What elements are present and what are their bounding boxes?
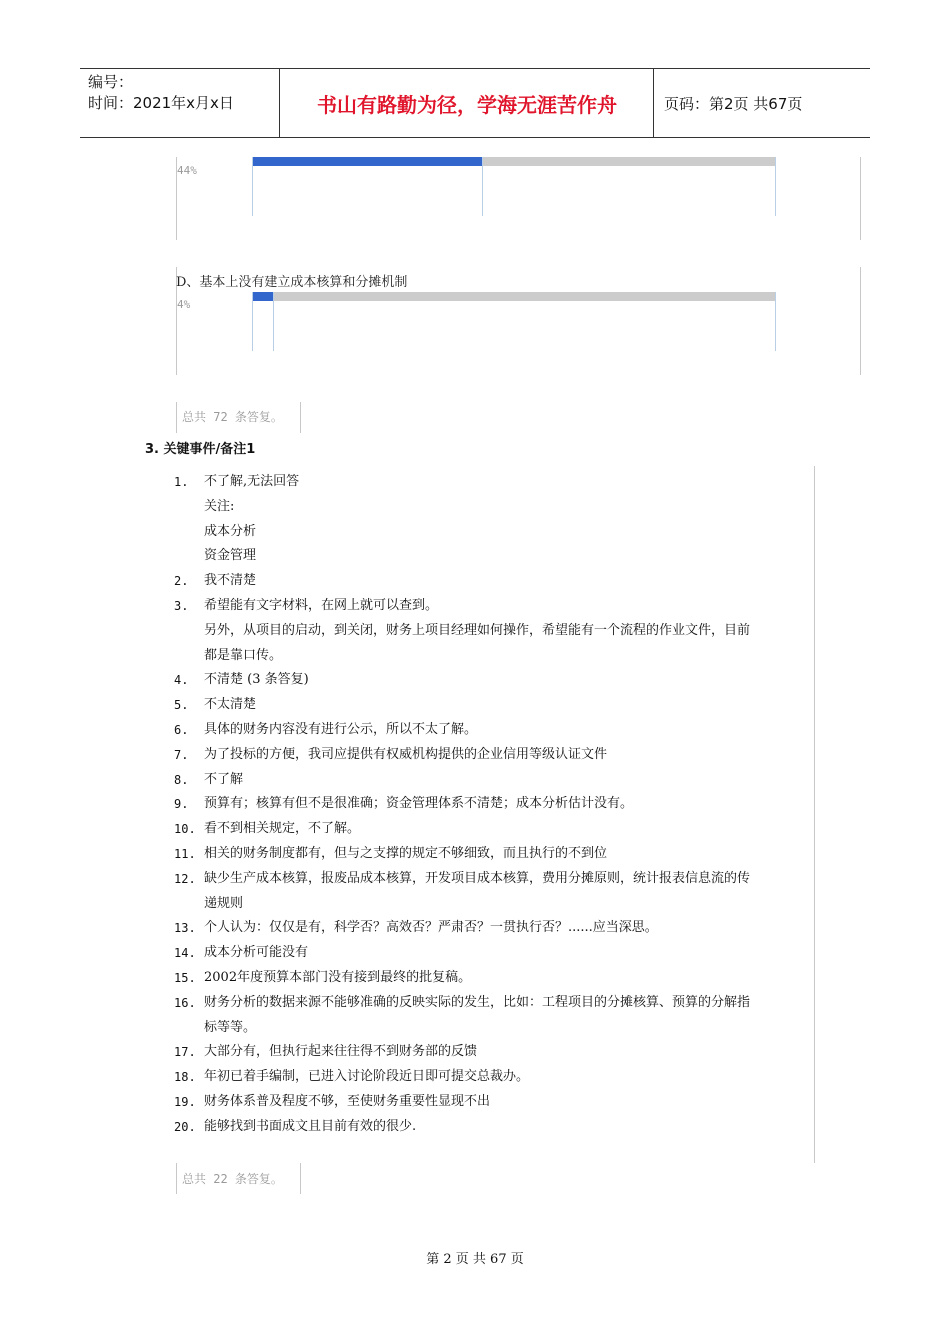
list-item-text: 具体的财务内容没有进行公示，所以不太了解。 <box>204 721 478 737</box>
list-item-number: 20. <box>174 1119 196 1134</box>
list-item-text: 为了投标的方便，我司应提供有权威机构提供的企业信用等级认证文件 <box>204 746 608 762</box>
list-item <box>174 867 814 917</box>
list-item <box>174 842 814 867</box>
list-item-number: 8. <box>174 772 189 787</box>
list-item-text: 递规则 <box>204 895 244 911</box>
bar-option-label: D、基本上没有建立成本核算和分摊机制 <box>176 275 408 290</box>
list-item-text: 不太清楚 <box>204 697 257 713</box>
total-right-border <box>300 1163 301 1194</box>
list-item-number: 11. <box>174 846 196 861</box>
list-item-text: 个人认为：仅仅是有，科学否？高效否？严肃否？一贯执行否？......应当深思。 <box>204 920 658 936</box>
list-item <box>174 1040 814 1065</box>
list-item-text: 看不到相关规定，不了解。 <box>204 821 361 837</box>
list-item <box>174 470 814 569</box>
list-item-text: 财务分析的数据来源不能够准确的反映实际的发生，比如：工程项目的分摊核算、预算的分解指 <box>204 994 751 1010</box>
list-item <box>174 768 814 793</box>
list-item <box>174 792 814 817</box>
total-left-border <box>176 1163 177 1194</box>
list-item <box>174 594 814 668</box>
list-right-border <box>814 466 815 1163</box>
list-item <box>174 991 814 1041</box>
header-page-info: 页码：第2页 共67页 <box>664 94 803 113</box>
list-item <box>174 817 814 842</box>
header-meta <box>80 69 280 137</box>
bar-fill <box>252 157 482 166</box>
list-item-number: 9. <box>174 797 189 812</box>
list-item-text: 预算有；核算有但不是很准确；资金管理体系不清楚；成本分析估计没有。 <box>204 796 634 812</box>
list-item <box>174 1115 814 1140</box>
total-right-border <box>300 402 301 433</box>
bar-fill <box>252 292 273 301</box>
comment-list <box>174 470 814 1140</box>
bar-track <box>252 292 775 301</box>
bar-axis-start <box>252 292 253 351</box>
comments-total: 总共 22 条答复。 <box>182 1172 283 1186</box>
bar-value-marker <box>482 157 483 216</box>
time-label: 时间：2021年x月x日 <box>88 94 234 112</box>
list-item-text: 另外，从项目的启动，到关闭，财务上项目经理如何操作，希望能有一个流程的作业文件，目前 <box>204 622 751 638</box>
bar-block-right-border <box>860 267 861 375</box>
page-footer: 第 2 页 共 67 页 <box>426 1252 524 1267</box>
bar-track <box>252 157 775 166</box>
list-item <box>174 743 814 768</box>
list-item-text: 成本分析 <box>204 523 257 539</box>
total-left-border <box>176 402 177 433</box>
bar-axis-end <box>775 292 776 351</box>
list-item <box>174 941 814 966</box>
list-item-text: 关注: <box>204 498 235 514</box>
list-item-text: 不了解,无法回答 <box>204 474 300 489</box>
list-item-text: 不了解 <box>204 771 244 787</box>
list-item-number: 16. <box>174 995 196 1010</box>
list-item-number: 6. <box>174 722 189 737</box>
list-item-text: 缺少生产成本核算，报废品成本核算，开发项目成本核算，费用分摊原则，统计报表信息流的传 <box>204 870 751 886</box>
list-item-number: 19. <box>174 1094 196 1109</box>
list-item-text: 不清楚 (3 条答复) <box>204 672 309 688</box>
list-item-number: 4. <box>174 673 189 688</box>
bar-block-right-border <box>860 157 861 240</box>
list-item <box>174 1090 814 1115</box>
list-item <box>174 916 814 941</box>
list-item-text: 我不清楚 <box>204 573 257 589</box>
header-motto: 书山有路勤为径，学海无涯苦作舟 <box>281 69 654 137</box>
list-item <box>174 693 814 718</box>
bar-axis-end <box>775 157 776 216</box>
list-item <box>174 718 814 743</box>
list-item-number: 1. <box>174 475 189 489</box>
list-item-text: 能够找到书面成文且目前有效的很少. <box>204 1118 417 1134</box>
bar-axis-start <box>252 157 253 216</box>
list-item-number: 15. <box>174 970 196 985</box>
survey-total: 总共 72 条答复。 <box>182 410 283 424</box>
list-item-text: 2002年度预算本部门没有接到最终的批复稿。 <box>204 969 472 985</box>
list-item-number: 13. <box>174 921 196 936</box>
list-item-text: 成本分析可能没有 <box>204 945 309 961</box>
list-item-number: 5. <box>174 698 189 713</box>
list-item <box>174 1065 814 1090</box>
list-item-number: 12. <box>174 871 196 886</box>
list-item-text: 财务体系普及程度不够，至使财务重要性显现不出 <box>204 1093 491 1109</box>
list-item-number: 17. <box>174 1045 196 1060</box>
list-item-text: 都是靠口传。 <box>204 647 283 663</box>
bar-percent: 44% <box>177 164 197 177</box>
list-item-number: 10. <box>174 822 196 837</box>
page-header <box>80 68 870 138</box>
list-item-number: 14. <box>174 946 196 961</box>
list-item-text: 年初已着手编制，已进入讨论阶段近日即可提交总裁办。 <box>204 1069 530 1085</box>
list-item-number: 7. <box>174 747 189 762</box>
list-item-number: 18. <box>174 1070 196 1085</box>
list-item-text: 资金管理 <box>204 548 257 564</box>
number-label: 编号： <box>88 73 134 91</box>
list-item-text: 希望能有文字材料，在网上就可以查到。 <box>204 597 439 613</box>
list-item <box>174 569 814 594</box>
list-item-text: 相关的财务制度都有，但与之支撑的规定不够细致，而且执行的不到位 <box>204 845 608 861</box>
list-item-text: 大部分有，但执行起来往往得不到财务部的反馈 <box>204 1044 478 1060</box>
list-item-number: 3. <box>174 598 189 613</box>
bar-value-marker <box>273 292 274 351</box>
section-title: 3. 关键事件/备注1 <box>145 442 256 457</box>
list-item <box>174 966 814 991</box>
list-item-text: 标等等。 <box>204 1019 257 1035</box>
list-item-number: 2. <box>174 574 189 589</box>
bar-percent: 4% <box>177 298 191 311</box>
list-item <box>174 668 814 693</box>
